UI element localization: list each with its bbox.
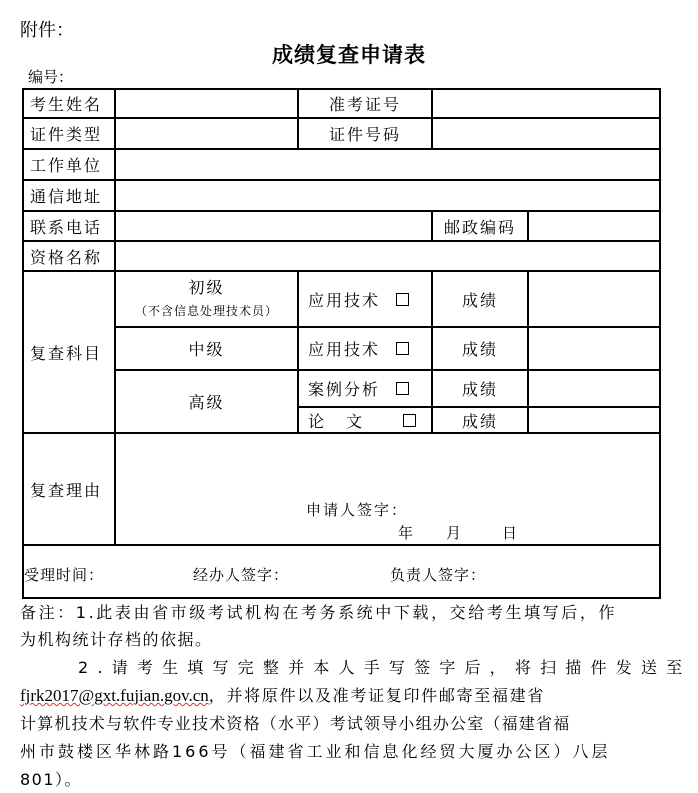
subject-checkbox[interactable] xyxy=(396,293,409,306)
note-line: 2.请考生填写完整并本人手写签字后，将扫描件发送至 xyxy=(78,658,692,677)
note-line: 州市鼓楼区华林路166号（福建省工业和信息化经贸大厦办公区）八层 xyxy=(20,742,611,761)
subjects-label: 复查科目 xyxy=(30,343,103,363)
score-field[interactable] xyxy=(529,371,658,406)
id-type-field[interactable] xyxy=(116,119,296,148)
month-label: 月 xyxy=(446,523,464,542)
score-label: 成绩 xyxy=(461,411,498,431)
table-border xyxy=(22,88,24,599)
year-label: 年 xyxy=(398,523,416,542)
day-label: 日 xyxy=(502,523,520,542)
note-line: 备注：1.此表由省市级考试机构在考务系统中下载，交给考生填写后，作 xyxy=(20,603,618,622)
score-label: 成绩 xyxy=(461,380,498,399)
id-number-field[interactable] xyxy=(433,119,658,148)
id-number-label: 证件号码 xyxy=(328,125,401,144)
phone-label: 联系电话 xyxy=(30,217,103,237)
postcode-field[interactable] xyxy=(529,212,658,240)
score-label: 成绩 xyxy=(461,290,498,310)
senior-level-label: 高级 xyxy=(188,393,225,412)
intermediate-level-label: 中级 xyxy=(188,340,225,359)
employer-label: 工作单位 xyxy=(30,156,103,175)
admission-number-field[interactable] xyxy=(433,90,658,117)
subject-checkbox[interactable] xyxy=(396,382,409,395)
email-link[interactable]: fjrk2017@gxt.fujian.gov.cn xyxy=(20,686,209,705)
subject-label: 案例分析 xyxy=(308,380,381,399)
score-field[interactable] xyxy=(529,328,658,369)
subject-row xyxy=(308,407,416,433)
note-text: ，并将原件以及准考证复印件邮寄至福建省 xyxy=(208,686,546,705)
postcode-label: 邮政编码 xyxy=(443,217,516,237)
note-line xyxy=(20,683,545,706)
subject-checkbox[interactable] xyxy=(396,342,409,355)
note-line: 801）。 xyxy=(20,770,83,789)
col-divider xyxy=(297,270,299,432)
score-label: 成绩 xyxy=(461,340,498,359)
candidate-name-label: 考生姓名 xyxy=(30,95,103,114)
handler-signature-label: 经办人签字： xyxy=(193,565,290,584)
subject-row xyxy=(308,271,409,327)
subject-row xyxy=(308,327,409,370)
phone-field[interactable] xyxy=(116,212,430,240)
address-field[interactable] xyxy=(116,181,658,210)
junior-level-note: （不含信息处理技术员） xyxy=(134,303,278,318)
junior-level-label: 初级 xyxy=(188,277,225,297)
subject-row xyxy=(308,370,409,407)
note-line: 为机构统计存档的依据。 xyxy=(20,630,213,649)
serial-number-label: 编号： xyxy=(28,68,74,86)
note-line: 计算机技术与软件专业技术资格（水平）考试领导小组办公室（福建省福 xyxy=(20,714,571,733)
applicant-signature-label: 申请人签字： xyxy=(306,500,409,519)
id-type-label: 证件类型 xyxy=(30,125,103,144)
table-border xyxy=(22,597,661,599)
score-field[interactable] xyxy=(529,272,658,326)
receipt-time-label: 受理时间： xyxy=(24,565,105,584)
qualification-label: 资格名称 xyxy=(30,247,103,267)
form-title: 成绩复查申请表 xyxy=(272,43,426,67)
qualification-field[interactable] xyxy=(116,242,658,270)
reason-field[interactable] xyxy=(116,434,658,492)
subject-label: 应用技术 xyxy=(308,340,381,359)
table-border xyxy=(659,88,661,599)
subject-label: 论 文 xyxy=(308,411,367,431)
candidate-name-field[interactable] xyxy=(116,90,296,117)
row-divider xyxy=(22,544,661,546)
address-label: 通信地址 xyxy=(30,187,103,206)
admission-number-label: 准考证号 xyxy=(328,95,401,114)
reason-label: 复查理由 xyxy=(30,480,103,500)
subject-label: 应用技术 xyxy=(308,290,381,310)
employer-field[interactable] xyxy=(116,150,658,179)
attachment-label: 附件： xyxy=(20,20,74,41)
subject-checkbox[interactable] xyxy=(403,414,416,427)
score-field[interactable] xyxy=(529,408,658,432)
supervisor-signature-label: 负责人签字： xyxy=(390,565,487,584)
